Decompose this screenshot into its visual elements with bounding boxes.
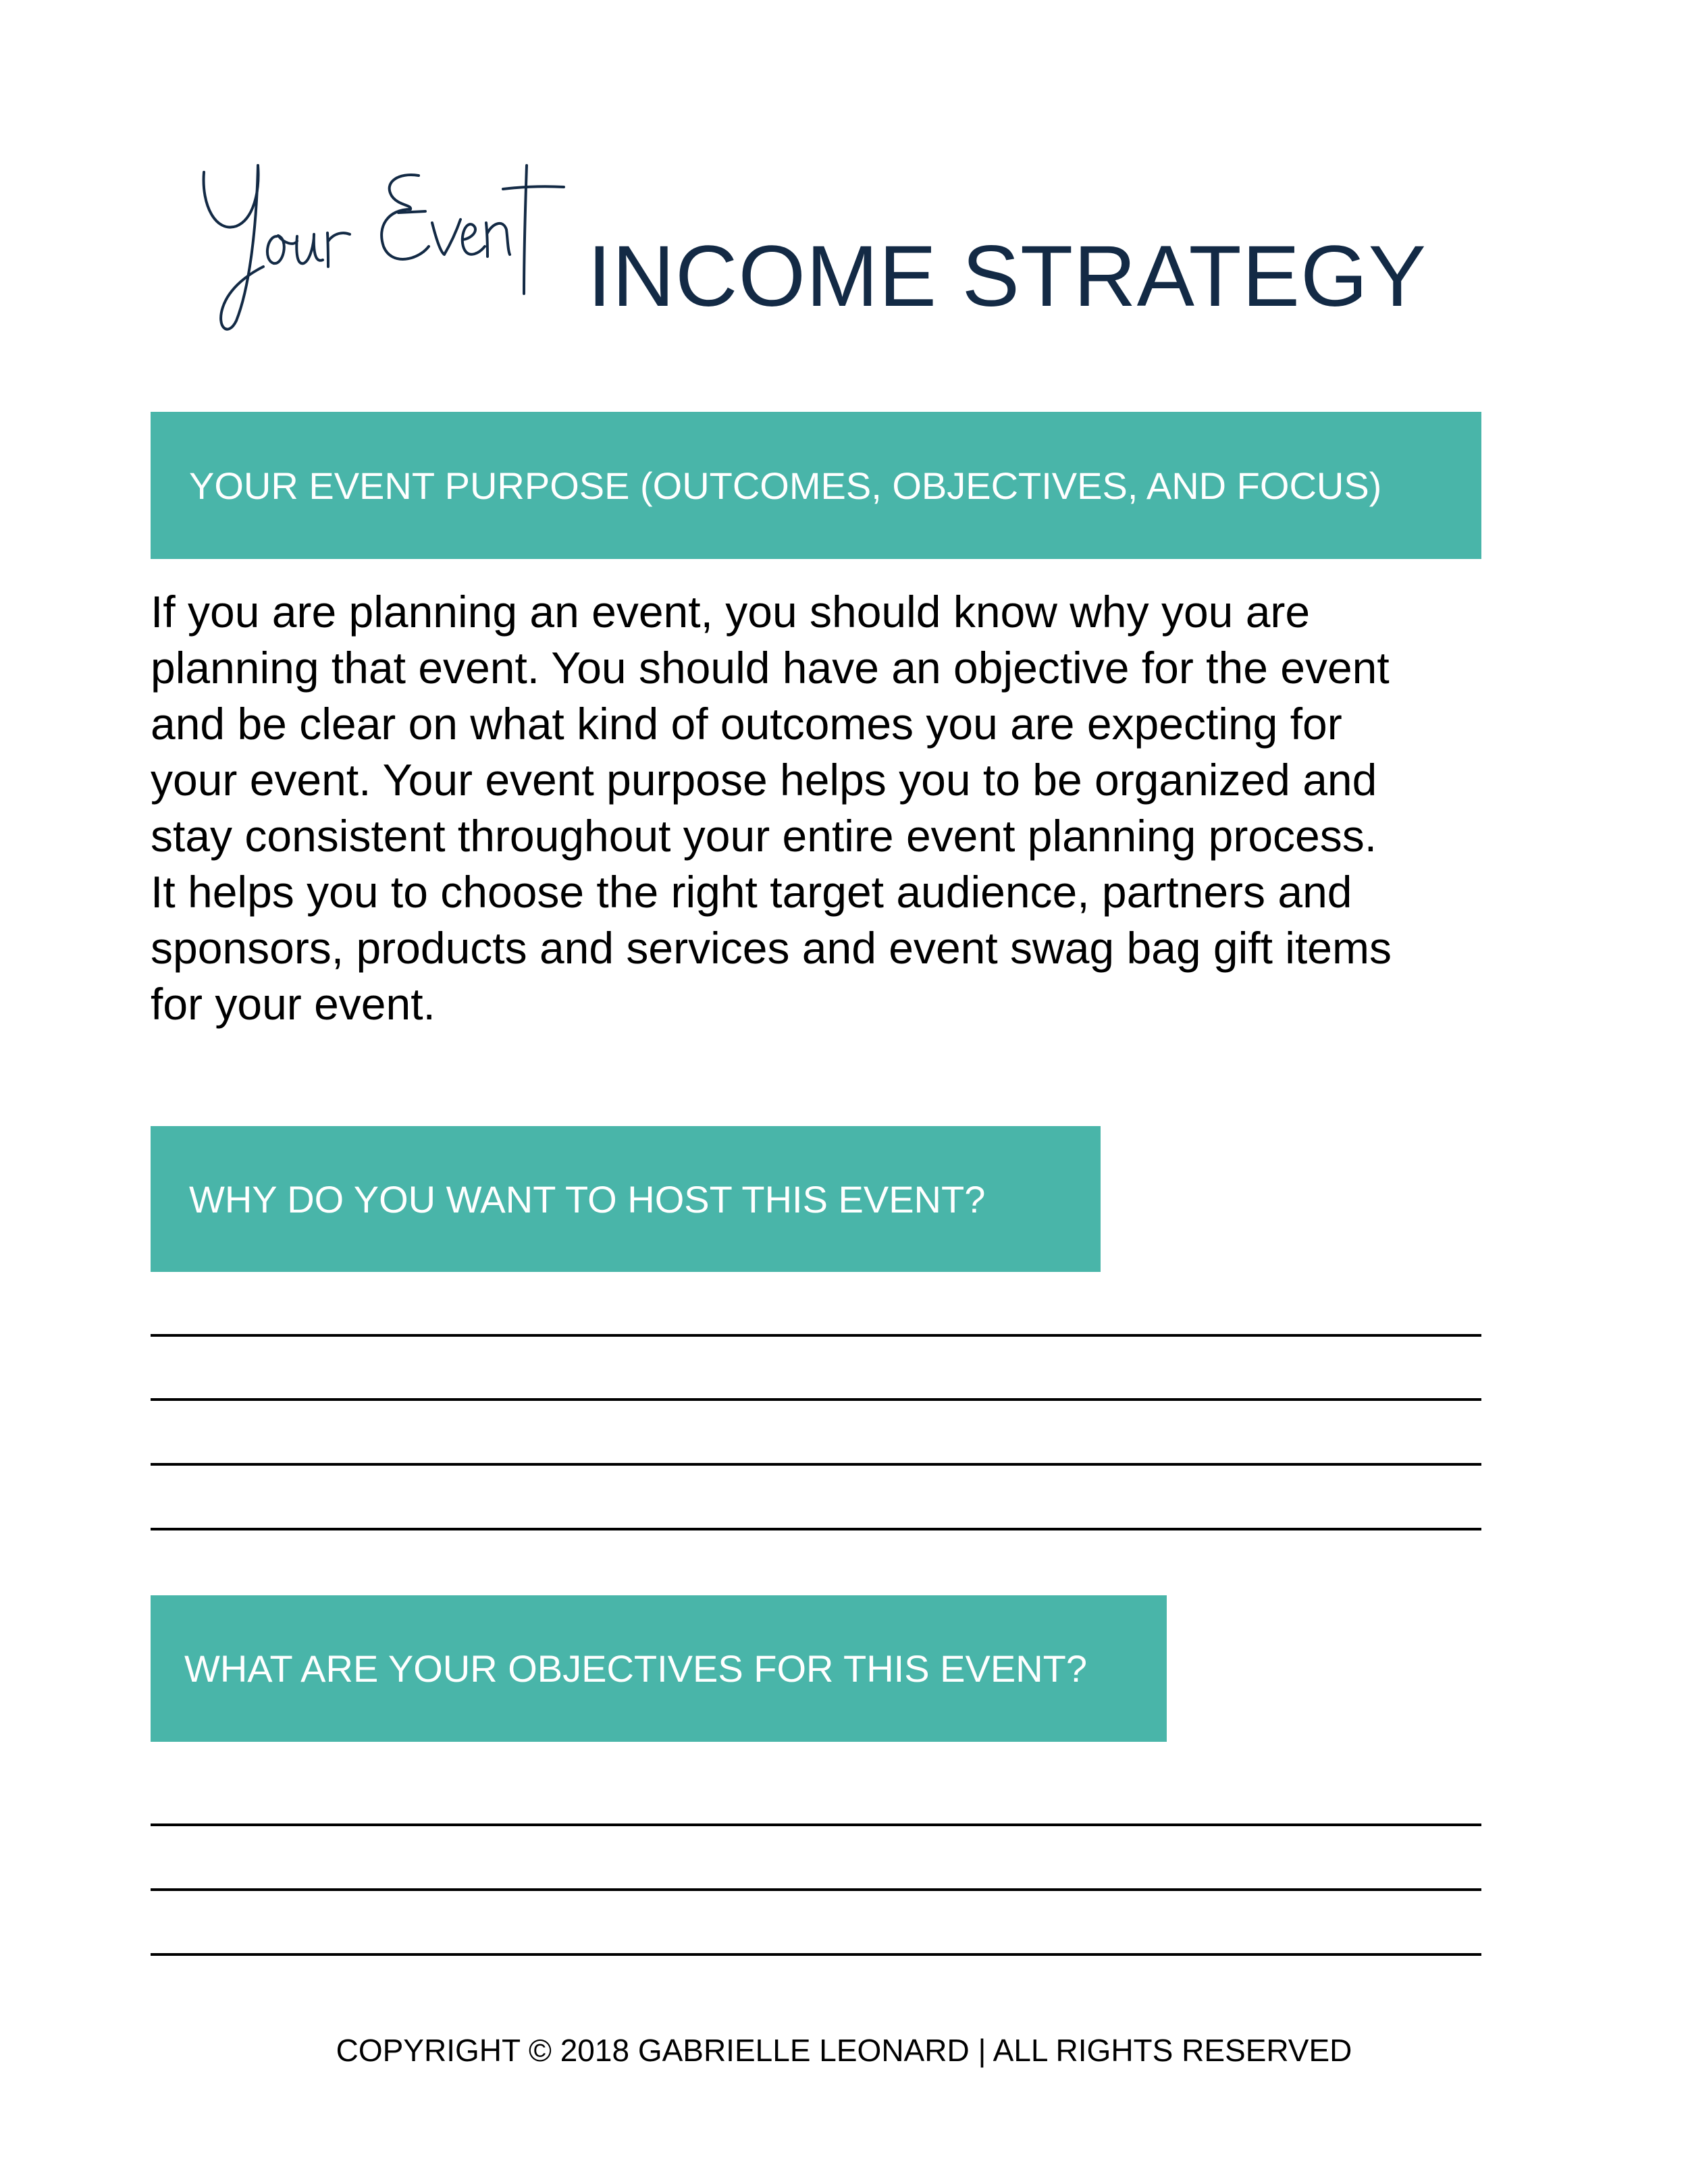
paragraph-line: for your event. [151, 979, 436, 1029]
purpose-paragraph [151, 584, 1494, 1032]
answer-line-why-host[interactable] [151, 1398, 1481, 1401]
answer-line-why-host[interactable] [151, 1528, 1481, 1530]
paragraph-line: If you are planning an event, you should know why you are [151, 587, 1311, 637]
section-heading-objectives: WHAT ARE YOUR OBJECTIVES FOR THIS EVENT? [151, 1595, 1167, 1742]
copyright-footer: COPYRIGHT © 2018 GABRIELLE LEONARD | ALL RIGHTS RESERVED [336, 2033, 1352, 2068]
section-heading-event-purpose: YOUR EVENT PURPOSE (OUTCOMES, OBJECTIVES, AND FOCUS) [151, 412, 1481, 559]
answer-line-objectives[interactable] [151, 1953, 1481, 1956]
paragraph-line: planning that event. You should have an objective for the event [151, 643, 1390, 693]
paragraph-line: and be clear on what kind of outcomes you are expecting for [151, 699, 1342, 749]
paragraph-line: your event. Your event purpose helps you to be organized and [151, 755, 1377, 805]
answer-line-why-host[interactable] [151, 1334, 1481, 1337]
answer-line-objectives[interactable] [151, 1888, 1481, 1891]
title-script-lettering [196, 152, 601, 341]
paragraph-line: It helps you to choose the right target audience, partners and [151, 867, 1352, 917]
answer-line-why-host[interactable] [151, 1463, 1481, 1466]
paragraph-line: stay consistent throughout your entire event planning process. [151, 811, 1377, 861]
answer-line-objectives[interactable] [151, 1823, 1481, 1826]
paragraph-line: sponsors, products and services and event swag bag gift items [151, 923, 1392, 973]
page-title: INCOME STRATEGY [587, 228, 1427, 325]
section-heading-why-host: WHY DO YOU WANT TO HOST THIS EVENT? [151, 1126, 1101, 1272]
